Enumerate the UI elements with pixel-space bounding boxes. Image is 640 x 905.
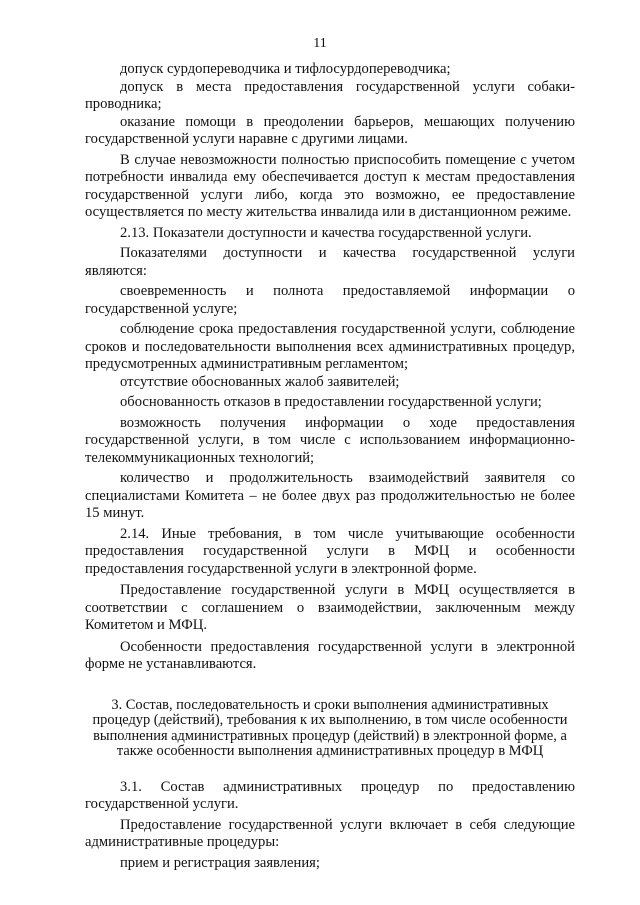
paragraph: своевременность и полнота предоставляемой информации о государственной услуге;: [85, 283, 575, 317]
paragraph: 2.13. Показатели доступности и качества государственной услуги.: [120, 224, 532, 241]
paragraph: оказание помощи в преодолении барьеров, мешающих получению государственной услуги наравне с другими лицами.: [85, 113, 575, 147]
paragraph: Показателями доступности и качества государственной услуги являются:: [85, 245, 575, 279]
paragraph: Предоставление государственной услуги включает в себя следующие административные процедуры:: [85, 816, 575, 851]
paragraph: В случае невозможности полностью приспособить помещение с учетом потребности инвалида ему обеспечивается доступ к местам предоставления государственной услуги либо, когда это возможно, ее предоставление осуществляется по месту жительства инвалида или в дистанционном режиме.: [85, 151, 575, 220]
page-number: 11: [313, 36, 327, 51]
section-heading: 3. Состав, последовательность и сроки выполнения административных процедур (действий), требования к их выполнению, в том числе особенности выполнения административных процедур (действий) в электронной форме, а также особенности выполнения административных процедур в МФЦ: [92, 696, 568, 760]
paragraph: 2.14. Иные требования, в том числе учитывающие особенности предоставления государственной услуги в МФЦ и особенности предоставления государственной услуги в электронной форме.: [85, 525, 575, 577]
document-body: [85, 61, 575, 872]
paragraph: допуск сурдопереводчика и тифлосурдопереводчика;: [120, 61, 451, 77]
paragraph: допуск в места предоставления государственной услуги собаки-проводника;: [85, 78, 575, 112]
paragraph: 3.1. Состав административных процедур по предоставлению государственной услуги.: [85, 778, 575, 813]
paragraph: прием и регистрация заявления;: [120, 854, 320, 871]
paragraph: отсутствие обоснованных жалоб заявителей;: [120, 373, 400, 390]
paragraph: Предоставление государственной услуги в МФЦ осуществляется в соответствии с соглашением о взаимодействии, заключенным между Комитетом и МФЦ.: [85, 582, 575, 633]
paragraph: обоснованность отказов в предоставлении государственной услуги;: [120, 394, 542, 410]
paragraph: Особенности предоставления государственной услуги в электронной форме не устанавливаются.: [85, 638, 575, 672]
paragraph: соблюдение срока предоставления государственной услуги, соблюдение сроков и последовательности выполнения всех административных процедур, предусмотренных административным регламентом;: [85, 321, 575, 372]
paragraph: возможность получения информации о ходе предоставления государственной услуги, в том числе с использованием информационно-телекоммуникационных технологий;: [85, 414, 575, 466]
paragraph: количество и продолжительность взаимодействий заявителя со специалистами Комитета – не более двух раз продолжительностью не более 15 минут.: [85, 470, 575, 521]
